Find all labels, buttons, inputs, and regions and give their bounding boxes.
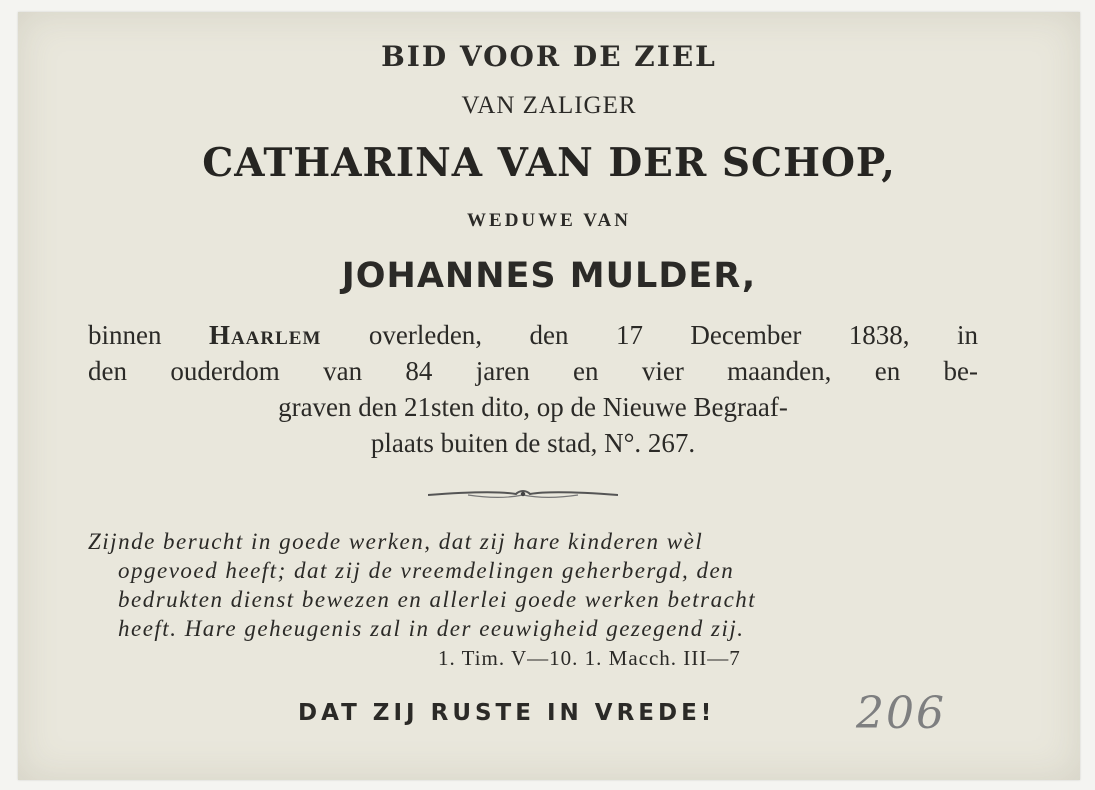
scripture-line: Zijnde berucht in goede werken, dat zij hare kinderen wèl [88, 529, 704, 554]
spouse-name: JOHANNES MULDER, [341, 256, 757, 296]
body-line: graven den 21sten dito, op de Nieuwe Begraaf- [278, 392, 788, 422]
card-heading: BID VOOR DE ZIEL [381, 40, 717, 73]
city-name: Haarlem [208, 320, 322, 350]
closing-blessing: DAT ZIJ RUSTE IN VREDE! [298, 700, 716, 726]
death-details [88, 317, 978, 461]
body-line: plaats buiten de stad, N°. 267. [370, 428, 696, 458]
deceased-name: CATHARINA VAN DER SCHOP, [202, 140, 896, 186]
card-subheading: VAN ZALIGER [461, 92, 637, 119]
ornament-divider-icon [428, 486, 618, 504]
body-line-part: binnen [88, 320, 209, 350]
body-line-part: overleden, den 17 December 1838, in [321, 320, 978, 350]
body-line: den ouderdom van 84 jaren en vier maanden, en be- [88, 356, 978, 386]
handwritten-number: 206 [856, 688, 946, 739]
body-line [88, 317, 978, 353]
relation-label: WEDUWE VAN [467, 210, 631, 231]
scripture-line: heeft. Hare geheugenis zal in der eeuwigheid gezegend zij. [118, 616, 745, 641]
scripture-passage [88, 527, 983, 643]
scripture-reference: 1. Tim. V—10. 1. Macch. III—7 [438, 646, 741, 670]
scripture-line: bedrukten dienst bewezen en allerlei goede werken betracht [118, 587, 757, 612]
memorial-card [18, 12, 1080, 780]
scripture-line: opgevoed heeft; dat zij de vreemdelingen geherbergd, den [118, 558, 735, 583]
